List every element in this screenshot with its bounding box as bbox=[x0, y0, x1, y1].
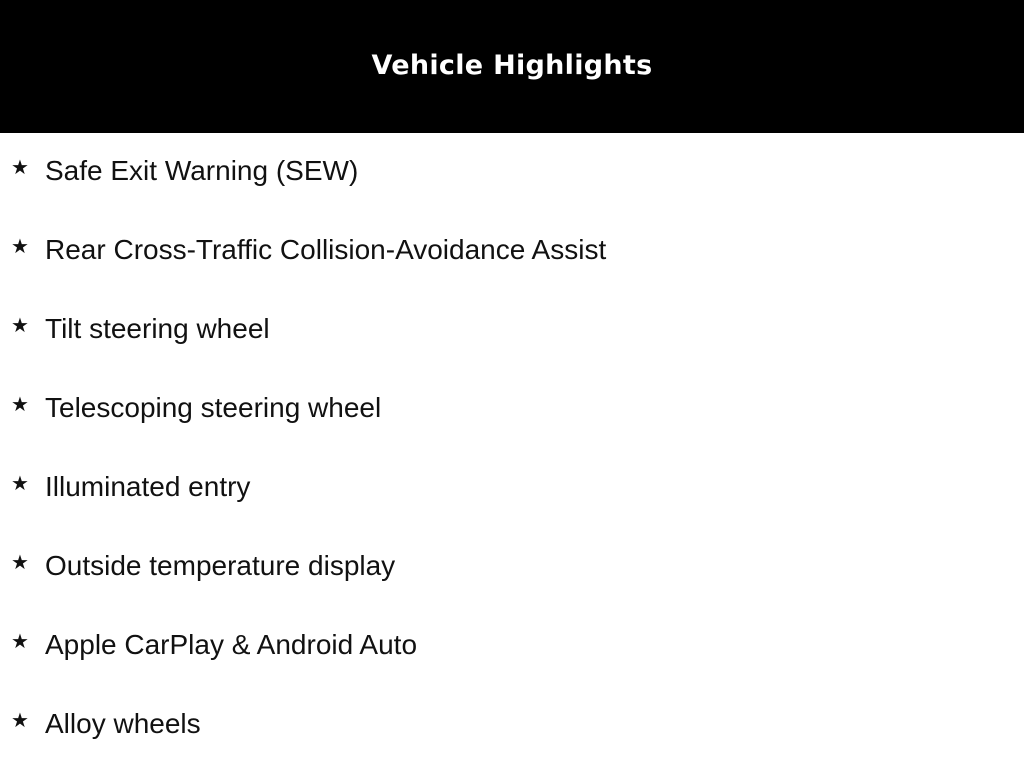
list-item bbox=[0, 133, 1024, 212]
list-item bbox=[0, 212, 1024, 291]
star-icon: ★ bbox=[11, 631, 29, 653]
list-item-label: Illuminated entry bbox=[45, 471, 251, 502]
list-item bbox=[0, 686, 1024, 765]
star-icon: ★ bbox=[11, 315, 29, 337]
star-icon: ★ bbox=[11, 394, 29, 416]
list-item-label: Apple CarPlay & Android Auto bbox=[45, 629, 418, 660]
page-title: Vehicle Highlights bbox=[371, 50, 653, 81]
list-item bbox=[0, 291, 1024, 370]
list-item bbox=[0, 528, 1024, 607]
star-icon: ★ bbox=[11, 710, 29, 732]
list-item bbox=[0, 449, 1024, 528]
star-icon: ★ bbox=[11, 236, 29, 258]
highlights-list bbox=[0, 133, 1024, 765]
list-item-label: Tilt steering wheel bbox=[45, 313, 270, 344]
header-bar bbox=[0, 0, 1024, 133]
list-item-label: Telescoping steering wheel bbox=[45, 392, 382, 423]
list-item-label: Rear Cross-Traffic Collision-Avoidance Assist bbox=[45, 234, 607, 265]
star-icon: ★ bbox=[11, 552, 29, 574]
star-icon: ★ bbox=[11, 473, 29, 495]
list-item-label: Alloy wheels bbox=[45, 708, 201, 739]
list-item-label: Outside temperature display bbox=[45, 550, 396, 581]
list-item bbox=[0, 370, 1024, 449]
list-item bbox=[0, 607, 1024, 686]
list-item-label: Safe Exit Warning (SEW) bbox=[45, 155, 359, 186]
star-icon: ★ bbox=[11, 157, 29, 179]
